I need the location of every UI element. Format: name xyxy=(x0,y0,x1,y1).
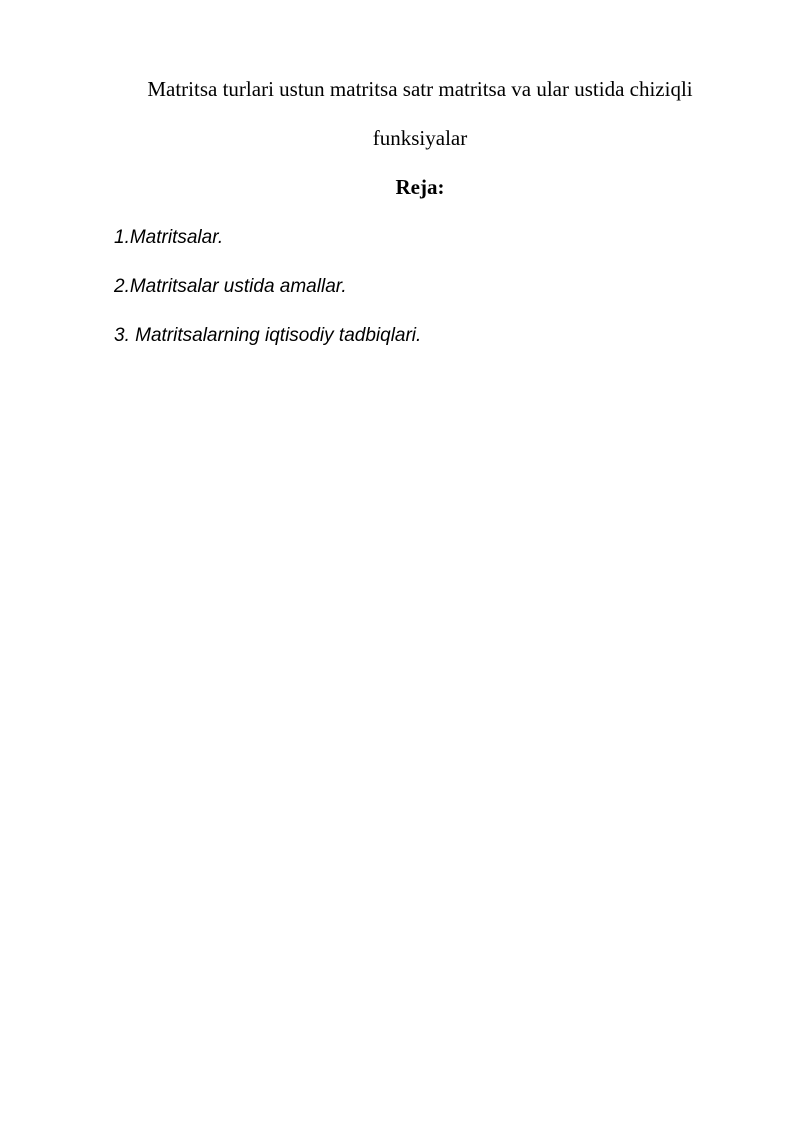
plan-item-2: 2.Matritsalar ustida amallar. xyxy=(114,276,347,297)
document-title-line-2: funksiyalar xyxy=(372,126,468,150)
plan-item-1: 1.Matritsalar. xyxy=(114,227,224,248)
plan-heading: Reja: xyxy=(395,175,445,199)
plan-item-3: 3. Matritsalarning iqtisodiy tadbiqlari. xyxy=(114,325,422,346)
document-title-line-1: Matritsa turlari ustun matritsa satr matritsa va ular ustida chiziqli xyxy=(147,77,693,101)
